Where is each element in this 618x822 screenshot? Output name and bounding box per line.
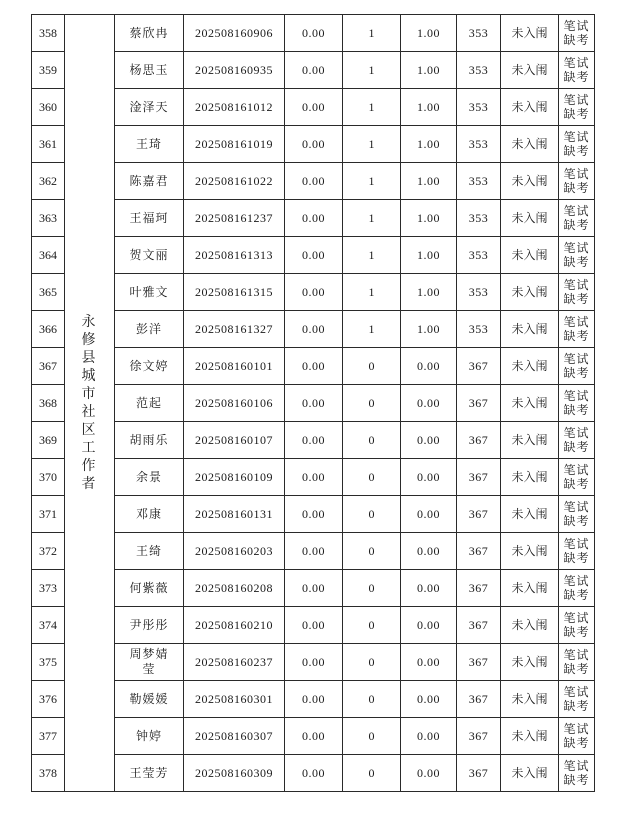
admission-status: 未入闱: [501, 385, 559, 422]
exam-ticket-number: 202508161327: [184, 311, 285, 348]
row-number: 369: [32, 422, 65, 459]
exam-ticket-number: 202508161012: [184, 89, 285, 126]
candidate-name: 王福珂: [115, 200, 184, 237]
total-score: 0.00: [401, 385, 457, 422]
total-score: 1.00: [401, 15, 457, 52]
row-number: 373: [32, 570, 65, 607]
rank: 353: [457, 52, 501, 89]
table-row: [32, 237, 595, 274]
table-row: [32, 681, 595, 718]
total-score: 1.00: [401, 126, 457, 163]
score-value: 0: [343, 459, 401, 496]
score-value: 1: [343, 274, 401, 311]
total-score: 1.00: [401, 274, 457, 311]
exam-ticket-number: 202508161019: [184, 126, 285, 163]
score-value: 1: [343, 126, 401, 163]
admission-status: 未入闱: [501, 570, 559, 607]
table-row: [32, 718, 595, 755]
rank: 353: [457, 89, 501, 126]
remark: 笔试缺考: [559, 459, 595, 496]
table-row: [32, 126, 595, 163]
remark: 笔试缺考: [559, 533, 595, 570]
total-score: 0.00: [401, 459, 457, 496]
table-row: [32, 163, 595, 200]
exam-ticket-number: 202508160906: [184, 15, 285, 52]
exam-ticket-number: 202508160109: [184, 459, 285, 496]
row-number: 376: [32, 681, 65, 718]
written-score: 0.00: [285, 385, 343, 422]
rank: 353: [457, 126, 501, 163]
exam-ticket-number: 202508160307: [184, 718, 285, 755]
remark: 笔试缺考: [559, 126, 595, 163]
rank: 367: [457, 681, 501, 718]
candidate-name: 贺文丽: [115, 237, 184, 274]
row-number: 362: [32, 163, 65, 200]
row-number: 377: [32, 718, 65, 755]
rank: 353: [457, 200, 501, 237]
score-value: 0: [343, 755, 401, 792]
table-row: [32, 311, 595, 348]
admission-status: 未入闱: [501, 644, 559, 681]
candidate-name: 王琦: [115, 126, 184, 163]
written-score: 0.00: [285, 200, 343, 237]
score-value: 0: [343, 533, 401, 570]
row-number: 366: [32, 311, 65, 348]
rank: 353: [457, 274, 501, 311]
written-score: 0.00: [285, 52, 343, 89]
candidate-name: 蔡欣冉: [115, 15, 184, 52]
table-row: [32, 607, 595, 644]
total-score: 0.00: [401, 607, 457, 644]
remark: 笔试缺考: [559, 52, 595, 89]
remark: 笔试缺考: [559, 200, 595, 237]
remark: 笔试缺考: [559, 644, 595, 681]
row-number: 374: [32, 607, 65, 644]
admission-status: 未入闱: [501, 755, 559, 792]
written-score: 0.00: [285, 89, 343, 126]
admission-status: 未入闱: [501, 237, 559, 274]
remark: 笔试缺考: [559, 422, 595, 459]
candidate-name: 胡雨乐: [115, 422, 184, 459]
row-number: 370: [32, 459, 65, 496]
admission-status: 未入闱: [501, 126, 559, 163]
admission-status: 未入闱: [501, 718, 559, 755]
remark: 笔试缺考: [559, 311, 595, 348]
score-value: 1: [343, 15, 401, 52]
written-score: 0.00: [285, 311, 343, 348]
table-row: [32, 200, 595, 237]
remark: 笔试缺考: [559, 718, 595, 755]
table-row: [32, 348, 595, 385]
remark: 笔试缺考: [559, 89, 595, 126]
table-row: [32, 496, 595, 533]
admission-status: 未入闱: [501, 496, 559, 533]
admission-status: 未入闱: [501, 200, 559, 237]
rank: 367: [457, 644, 501, 681]
candidate-name: 陈嘉君: [115, 163, 184, 200]
admission-status: 未入闱: [501, 52, 559, 89]
rank: 367: [457, 570, 501, 607]
written-score: 0.00: [285, 237, 343, 274]
total-score: 0.00: [401, 755, 457, 792]
exam-ticket-number: 202508160935: [184, 52, 285, 89]
remark: 笔试缺考: [559, 163, 595, 200]
table-row: [32, 274, 595, 311]
remark: 笔试缺考: [559, 274, 595, 311]
row-number: 378: [32, 755, 65, 792]
row-number: 375: [32, 644, 65, 681]
recruiting-unit: 永修县城市社区工作者: [65, 15, 115, 792]
score-value: 1: [343, 89, 401, 126]
candidate-name: 尹彤彤: [115, 607, 184, 644]
table-row: [32, 15, 595, 52]
written-score: 0.00: [285, 496, 343, 533]
score-value: 0: [343, 496, 401, 533]
exam-ticket-number: 202508160309: [184, 755, 285, 792]
table-row: [32, 533, 595, 570]
row-number: 361: [32, 126, 65, 163]
written-score: 0.00: [285, 681, 343, 718]
candidate-name: 王莹芳: [115, 755, 184, 792]
row-number: 367: [32, 348, 65, 385]
exam-ticket-number: 202508161315: [184, 274, 285, 311]
rank: 353: [457, 163, 501, 200]
written-score: 0.00: [285, 607, 343, 644]
remark: 笔试缺考: [559, 496, 595, 533]
candidate-name: 彭洋: [115, 311, 184, 348]
score-value: 0: [343, 570, 401, 607]
admission-status: 未入闱: [501, 274, 559, 311]
total-score: 1.00: [401, 311, 457, 348]
exam-ticket-number: 202508160237: [184, 644, 285, 681]
admission-status: 未入闱: [501, 681, 559, 718]
exam-ticket-number: 202508160131: [184, 496, 285, 533]
row-number: 365: [32, 274, 65, 311]
admission-status: 未入闱: [501, 607, 559, 644]
candidate-name: 淦泽天: [115, 89, 184, 126]
rank: 367: [457, 533, 501, 570]
score-value: 1: [343, 200, 401, 237]
total-score: 1.00: [401, 237, 457, 274]
total-score: 0.00: [401, 533, 457, 570]
table-row: [32, 459, 595, 496]
exam-ticket-number: 202508160203: [184, 533, 285, 570]
row-number: 360: [32, 89, 65, 126]
total-score: 1.00: [401, 52, 457, 89]
row-number: 364: [32, 237, 65, 274]
written-score: 0.00: [285, 348, 343, 385]
table-row: [32, 89, 595, 126]
remark: 笔试缺考: [559, 385, 595, 422]
written-score: 0.00: [285, 755, 343, 792]
total-score: 0.00: [401, 681, 457, 718]
candidate-name: 王绮: [115, 533, 184, 570]
exam-ticket-number: 202508160107: [184, 422, 285, 459]
candidate-name: 邓康: [115, 496, 184, 533]
row-number: 368: [32, 385, 65, 422]
candidate-name: 范起: [115, 385, 184, 422]
rank: 367: [457, 718, 501, 755]
candidate-name: 徐文婷: [115, 348, 184, 385]
candidate-name: 叶雅文: [115, 274, 184, 311]
table-body: [32, 15, 595, 792]
admission-status: 未入闱: [501, 89, 559, 126]
rank: 367: [457, 607, 501, 644]
row-number: 372: [32, 533, 65, 570]
exam-ticket-number: 202508161237: [184, 200, 285, 237]
exam-ticket-number: 202508160101: [184, 348, 285, 385]
exam-ticket-number: 202508160106: [184, 385, 285, 422]
written-score: 0.00: [285, 570, 343, 607]
table-row: [32, 755, 595, 792]
remark: 笔试缺考: [559, 681, 595, 718]
rank: 367: [457, 459, 501, 496]
written-score: 0.00: [285, 533, 343, 570]
score-value: 1: [343, 163, 401, 200]
rank: 353: [457, 15, 501, 52]
remark: 笔试缺考: [559, 348, 595, 385]
written-score: 0.00: [285, 718, 343, 755]
admission-status: 未入闱: [501, 163, 559, 200]
score-value: 1: [343, 237, 401, 274]
total-score: 1.00: [401, 163, 457, 200]
score-value: 0: [343, 718, 401, 755]
candidate-name: 周梦婧莹: [115, 644, 184, 681]
score-value: 0: [343, 422, 401, 459]
written-score: 0.00: [285, 422, 343, 459]
score-value: 0: [343, 385, 401, 422]
rank: 353: [457, 311, 501, 348]
total-score: 1.00: [401, 89, 457, 126]
total-score: 0.00: [401, 570, 457, 607]
remark: 笔试缺考: [559, 607, 595, 644]
score-value: 0: [343, 348, 401, 385]
exam-ticket-number: 202508160210: [184, 607, 285, 644]
written-score: 0.00: [285, 459, 343, 496]
total-score: 0.00: [401, 348, 457, 385]
rank: 367: [457, 496, 501, 533]
remark: 笔试缺考: [559, 237, 595, 274]
candidate-name: 勒媛媛: [115, 681, 184, 718]
admission-status: 未入闱: [501, 15, 559, 52]
score-value: 1: [343, 311, 401, 348]
remark: 笔试缺考: [559, 755, 595, 792]
row-number: 359: [32, 52, 65, 89]
table-row: [32, 644, 595, 681]
score-value: 1: [343, 52, 401, 89]
row-number: 371: [32, 496, 65, 533]
candidate-name: 何紫薇: [115, 570, 184, 607]
results-table: [31, 14, 595, 792]
rank: 367: [457, 385, 501, 422]
total-score: 0.00: [401, 496, 457, 533]
written-score: 0.00: [285, 644, 343, 681]
score-value: 0: [343, 681, 401, 718]
exam-ticket-number: 202508160208: [184, 570, 285, 607]
row-number: 358: [32, 15, 65, 52]
remark: 笔试缺考: [559, 15, 595, 52]
table-row: [32, 385, 595, 422]
admission-status: 未入闱: [501, 348, 559, 385]
exam-ticket-number: 202508161313: [184, 237, 285, 274]
rank: 367: [457, 348, 501, 385]
remark: 笔试缺考: [559, 570, 595, 607]
table-row: [32, 422, 595, 459]
written-score: 0.00: [285, 15, 343, 52]
admission-status: 未入闱: [501, 311, 559, 348]
rank: 367: [457, 755, 501, 792]
table-row: [32, 570, 595, 607]
row-number: 363: [32, 200, 65, 237]
rank: 367: [457, 422, 501, 459]
admission-status: 未入闱: [501, 533, 559, 570]
total-score: 1.00: [401, 200, 457, 237]
score-value: 0: [343, 644, 401, 681]
score-value: 0: [343, 607, 401, 644]
written-score: 0.00: [285, 274, 343, 311]
total-score: 0.00: [401, 718, 457, 755]
exam-ticket-number: 202508161022: [184, 163, 285, 200]
written-score: 0.00: [285, 163, 343, 200]
written-score: 0.00: [285, 126, 343, 163]
table-row: [32, 52, 595, 89]
candidate-name: 余景: [115, 459, 184, 496]
candidate-name: 钟婷: [115, 718, 184, 755]
admission-status: 未入闱: [501, 459, 559, 496]
exam-ticket-number: 202508160301: [184, 681, 285, 718]
rank: 353: [457, 237, 501, 274]
admission-status: 未入闱: [501, 422, 559, 459]
total-score: 0.00: [401, 644, 457, 681]
candidate-name: 杨思玉: [115, 52, 184, 89]
total-score: 0.00: [401, 422, 457, 459]
